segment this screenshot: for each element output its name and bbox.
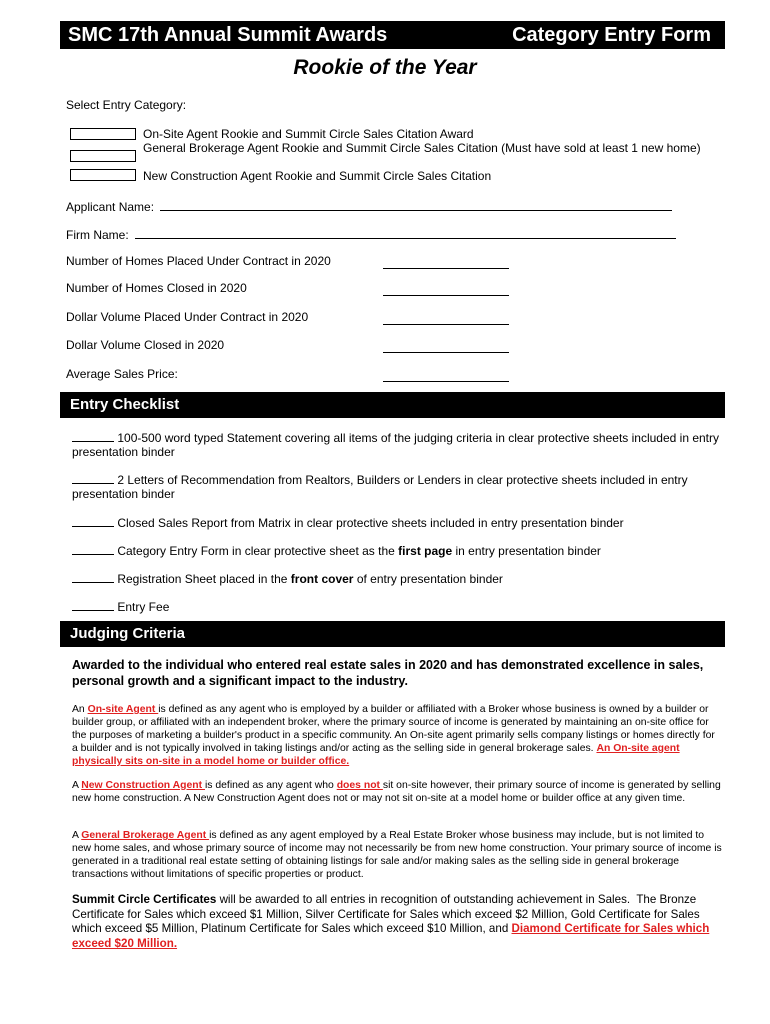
checklist-item-sales-report: Closed Sales Report from Matrix in clear protective sheets included in entry presentation binder xyxy=(72,514,722,530)
page-title: Rookie of the Year xyxy=(293,56,477,79)
event-name: SMC 17th Annual Summit Awards xyxy=(68,24,388,46)
stat-input-contracts[interactable] xyxy=(383,256,509,269)
category-newconstruction: New Construction Agent Rookie and Summit Circle Sales Citation xyxy=(143,169,492,183)
applicant-name-row xyxy=(66,198,672,214)
checklist-blank[interactable] xyxy=(72,598,114,611)
stat-label-closed: Number of Homes Closed in 2020 xyxy=(66,281,247,295)
stat-label-volume-closed: Dollar Volume Closed in 2020 xyxy=(66,338,225,352)
onsite-agent-definition: An On-site Agent is defined as any agent who is employed by a builder or affiliated with a Broker whose business is owned by a builder or builder group, or affiliated with an independent broker, where the primary source of income is generated by maintaining an on-site office for the purposes of marketing a builder's product in a specific community. An On-site agent primarily sells company listings or homes directly for a builder and is not typically involved in taking listings and/or acting as the selling side in general brokerage sales. An On-site agent physically sits on-site in a model home or builder office. xyxy=(72,704,715,767)
general-brokerage-agent-definition: A General Brokerage Agent is defined as any agent employed by a Real Estate Broker whose business may include, but is not limited to new home sales, and whose primary source of income may not necessarily be from new home construction. Your primary source of income is generated in a traditional real estate setting of obtaining listings for sale and/or making sales as the selling side in general brokerage transactions without limitations of specific properties or product. xyxy=(72,830,722,880)
checklist-item-statement: 100-500 word typed Statement covering all items of the judging criteria in clear protective sheets included in entry presentation binder xyxy=(72,431,720,459)
checklist-item-registration: Registration Sheet placed in the front cover of entry presentation binder xyxy=(72,570,722,586)
checklist-blank[interactable] xyxy=(72,542,114,555)
stat-input-closed[interactable] xyxy=(383,283,509,296)
applicant-name-label: Applicant Name: xyxy=(66,200,155,214)
applicant-name-input[interactable] xyxy=(160,198,672,211)
firm-name-row xyxy=(66,226,676,242)
select-label: Select Entry Category: xyxy=(66,98,187,112)
checklist-blank[interactable] xyxy=(72,570,114,583)
stat-label-volume-contract: Dollar Volume Placed Under Contract in 2020 xyxy=(66,310,309,324)
stat-label-contracts: Number of Homes Placed Under Contract in 2020 xyxy=(66,254,331,268)
new-construction-agent-definition: A New Construction Agent is defined as any agent who does not sit on-site however, their primary source of income is generated by selling new home construction. A New Construction Agent does not or may not sit on-site at a model home or builder office at any given time. xyxy=(72,780,721,804)
checklist-blank[interactable] xyxy=(72,429,114,442)
checklist-item-letters: 2 Letters of Recommendation from Realtors, Builders or Lenders in clear protective sheets included in entry presentation binder xyxy=(72,473,688,501)
category-onsite: On-Site Agent Rookie and Summit Circle Sales Citation Award xyxy=(143,127,474,141)
firm-name-label: Firm Name: xyxy=(66,228,129,242)
judging-lead: Awarded to the individual who entered real estate sales in 2020 and has demonstrated excellence in sales, personal growth and a significant impact to the industry. xyxy=(72,658,704,688)
stat-input-volume-closed[interactable] xyxy=(383,340,509,353)
checklist-heading: Entry Checklist xyxy=(60,392,725,418)
category-checkbox-general[interactable] xyxy=(70,150,136,162)
checklist-blank[interactable] xyxy=(72,514,114,527)
category-general: General Brokerage Agent Rookie and Summit Circle Sales Citation (Must have sold at least 1 new home) xyxy=(143,141,701,155)
form-name: Category Entry Form xyxy=(512,24,711,46)
checklist-item-fee: Entry Fee xyxy=(72,598,722,614)
category-checkbox-newconstruction[interactable] xyxy=(70,169,136,181)
checklist-item-entry-form: Category Entry Form in clear protective sheet as the first page in entry presentation binder xyxy=(72,542,722,558)
stat-input-average-price[interactable] xyxy=(383,369,509,382)
stat-input-volume-contract[interactable] xyxy=(383,312,509,325)
header-bar xyxy=(60,21,725,49)
summit-circle-certificates: Summit Circle Certificates will be awarded to all entries in recognition of outstanding achievement in Sales. The Bronze Certificate for Sales which exceed $1 Million, Silver Certificate for Sales which exceed $2 Million, Gold Certificate for Sales which exceed $5 Million, Platinum Certificate for Sales which exceed $10 Million, and Diamond Certificate for Sales which exceed $20 Million. xyxy=(72,893,716,950)
category-checkbox-onsite[interactable] xyxy=(70,128,136,140)
checklist-blank[interactable] xyxy=(72,471,114,484)
stat-label-average-price: Average Sales Price: xyxy=(66,367,178,381)
firm-name-input[interactable] xyxy=(135,226,676,239)
judging-heading: Judging Criteria xyxy=(60,621,725,647)
